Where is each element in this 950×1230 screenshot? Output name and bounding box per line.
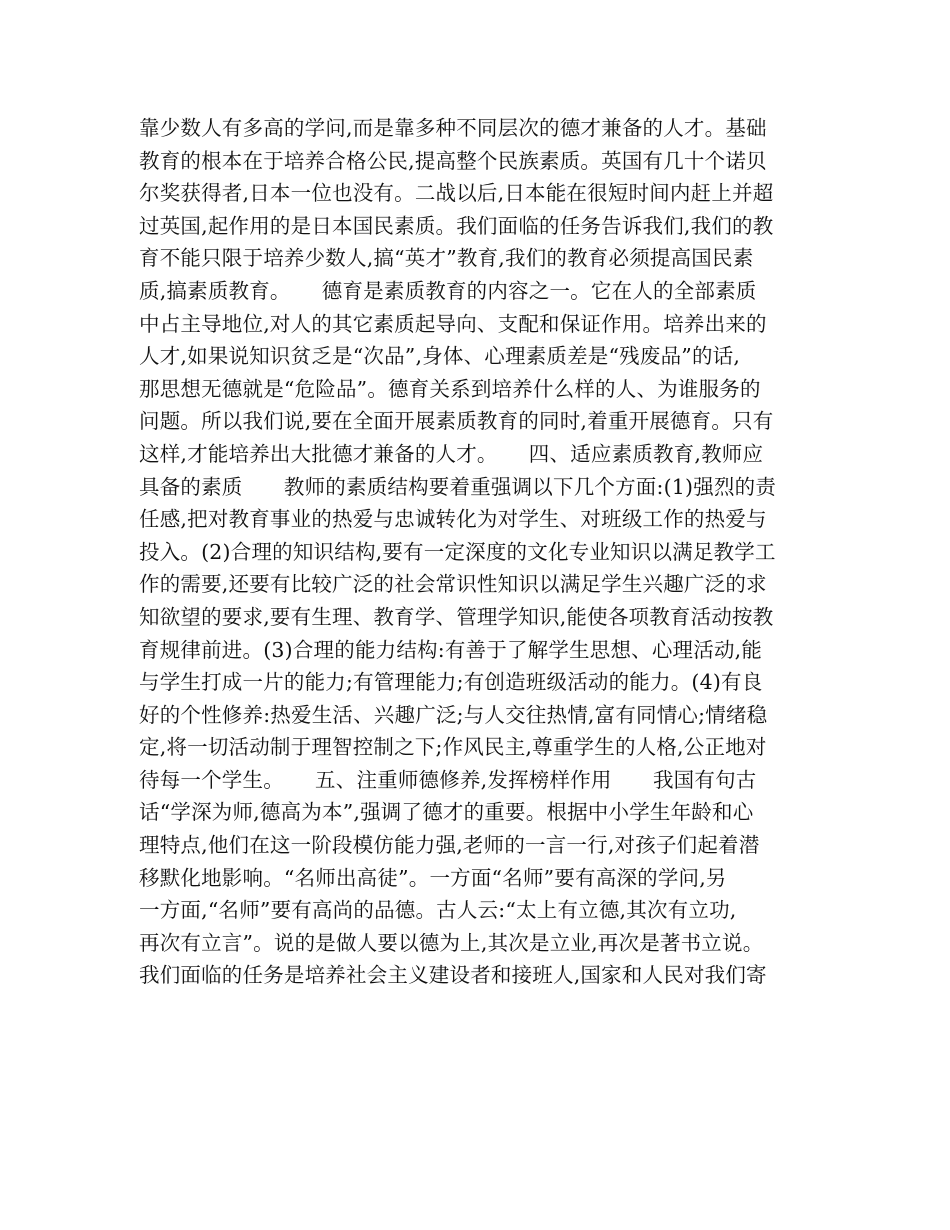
text-line: 一方面,“名师”要有高尚的品德。古人云:“太上有立德,其次有立功,: [139, 898, 737, 923]
text-line: 尔奖获得者,日本一位也没有。二战以后,日本能在很短时间内赶上并超: [139, 181, 774, 206]
text-line: 话“学深为师,德高为本”,强调了德才的重要。根据中小学生年龄和心: [139, 800, 754, 825]
text-line: 人才,如果说知识贫乏是“次品”,身体、心理素质差是“残废品”的话,: [139, 344, 741, 369]
text-line: 再次有立言”。说的是做人要以德为上,其次是立业,再次是著书立说。: [139, 930, 764, 955]
text-line: 定,将一切活动制于理智控制之下;作风民主,尊重学生的人格,公正地对: [139, 735, 767, 760]
text-line: 作的需要,还要有比较广泛的社会常识性知识以满足学生兴趣广泛的求: [139, 572, 767, 597]
text-line: 这样,才能培养出大批德才兼备的人才。 四、适应素质教育,教师应: [139, 441, 764, 466]
text-line: 育不能只限于培养少数人,搞“英才”教育,我们的教育必须提高国民素: [139, 246, 754, 271]
text-line: 具备的素质 教师的素质结构要着重强调以下几个方面:(1)强烈的责: [139, 474, 777, 499]
text-line: 待每一个学生。 五、注重师德修养,发挥榜样作用 我国有句古: [139, 767, 757, 792]
text-line: 质,搞素质教育。 德育是素质教育的内容之一。它在人的全部素质: [139, 278, 757, 303]
text-line: 投入。(2)合理的知识结构,要有一定深度的文化专业知识以满足教学工: [139, 539, 776, 564]
text-line: 育规律前进。(3)合理的能力结构:有善于了解学生思想、心理活动,能: [139, 637, 763, 662]
text-line: 问题。所以我们说,要在全面开展素质教育的同时,着重开展德育。只有: [139, 409, 774, 434]
body-text: [139, 112, 819, 992]
text-line: 那思想无德就是“危险品”。德育关系到培养什么样的人、为谁服务的: [139, 376, 761, 401]
text-line: 知欲望的要求,要有生理、教育学、管理学知识,能使各项教育活动按教: [139, 604, 774, 629]
text-line: 与学生打成一片的能力;有管理能力;有创造班级活动的能力。(4)有良: [139, 670, 763, 695]
text-line: 我们面临的任务是培养社会主义建设者和接班人,国家和人民对我们寄: [139, 963, 767, 988]
text-line: 中占主导地位,对人的其它素质起导向、支配和保证作用。培养出来的: [139, 311, 767, 336]
text-line: 好的个性修养:热爱生活、兴趣广泛;与人交往热情,富有同情心;情绪稳: [139, 702, 768, 727]
text-line: 过英国,起作用的是日本国民素质。我们面临的任务告诉我们,我们的教: [139, 213, 774, 238]
text-line: 教育的根本在于培养合格公民,提高整个民族素质。英国有几十个诺贝: [139, 148, 767, 173]
text-line: 任感,把对教育事业的热爱与忠诚转化为对学生、对班级工作的热爱与: [139, 507, 767, 532]
text-line: 理特点,他们在这一阶段模仿能力强,老师的一言一行,对孩子们起着潜: [139, 833, 760, 858]
text-line: 靠少数人有多高的学问,而是靠多种不同层次的德才兼备的人才。基础: [139, 116, 767, 140]
text-line: 移默化地影响。“名师出高徒”。一方面“名师”要有高深的学问,另: [139, 865, 727, 890]
